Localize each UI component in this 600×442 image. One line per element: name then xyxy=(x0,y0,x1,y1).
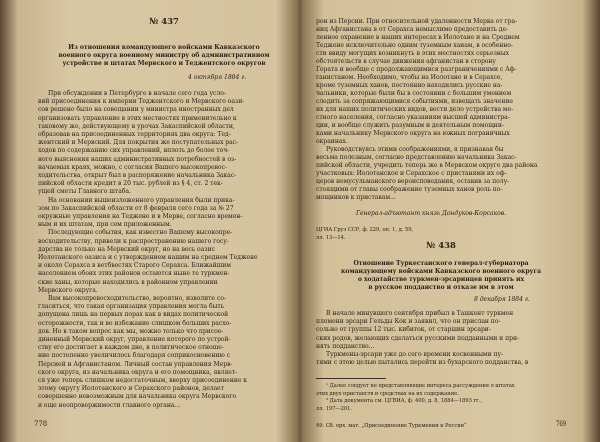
text-line: ского округа, из начальника округа и его помощника, являет- xyxy=(38,368,238,376)
text-line: ганистаном. Необходимо, чтобы на Иолотане и в Серахсе, xyxy=(316,74,503,81)
text-line: При обсуждении в Петербурге в начале сего года усло- xyxy=(48,90,226,97)
doc-title-line: о ходатайстве туркмен-эрсаринцев принять их xyxy=(357,276,525,283)
text-line: рон из Персии. При относительной удаленности Мерва от гра- xyxy=(316,18,518,25)
text-line: ного выяснения наших административных потребностей в оз- xyxy=(38,155,237,163)
doc-date: 8 декабря 1884 г. xyxy=(474,296,530,303)
text-line: окружные управления на Теджене и в Мерве, согласно времен- xyxy=(38,213,243,220)
text-line: тями с этою целью пытались перейти из бухарского подданства, в xyxy=(316,359,529,367)
text-line: допущена лишь на первых порах как в видах политической xyxy=(38,311,229,319)
text-line: ние постепенно увеличилось благодаря соприкосновению с xyxy=(38,352,230,360)
doc-title-line: командующему войсками Кавказского военного округа xyxy=(341,268,541,275)
text-line: ками начальнику Мервского округа на южных пограничных xyxy=(316,130,510,137)
text-line: сов решено было на совещании у министра иностранных дел xyxy=(38,106,234,114)
text-line: организовать управление в этих местностях применительно к xyxy=(38,114,237,122)
text-line: ходительства, открыт был в распоряжение начальника Закас- xyxy=(38,172,237,179)
text-line: следить за сопряжающимися событиями, извещать значение xyxy=(316,98,513,105)
doc-title-line: в русское подданство и отказе им в этом xyxy=(368,284,514,291)
text-line: окраинах. xyxy=(316,138,348,145)
text-line: вий присоединения к империи Теджентского и Мервского оази- xyxy=(38,98,245,106)
text-line: племени эрсари Гельды Кок и заявил, что он прислан по- xyxy=(316,318,501,326)
doc-number-437: № 437 xyxy=(149,17,179,27)
text-line: В начале минувшего сентября прибыл в Ташкент туркмен xyxy=(326,310,514,317)
text-line: мощников к приставам... xyxy=(316,194,396,201)
text-line: жентский и Мервский. Для покрытия же поступательных рас- xyxy=(38,139,239,147)
text-line: образовав на присоединенных территориях два округа: Тед- xyxy=(38,131,231,138)
text-line: ² Дата документа см. ЦГВИА, ф. 400, д. 8, 1884—1893 гг., xyxy=(326,398,483,404)
right-page xyxy=(316,0,566,442)
text-line: ниц Афганистана в от Серахса немыслимо предоставить де- xyxy=(316,26,509,33)
text-line: Герата и вообще с продолжающимися разграничениями с Аф- xyxy=(316,66,517,73)
text-line: гласиться, что такая организация управления могла быть xyxy=(38,303,225,311)
text-line: ских родов, желающих сделаться русскими подданными и при- xyxy=(316,334,519,342)
text-line: обстоятельств в случае движения афганистан в сторону xyxy=(316,58,496,65)
text-line: таковому же, действующему в урочах Закаспийской области, xyxy=(38,122,235,130)
text-line: дов. Но в таком вопрос как мы, можно только что присое- xyxy=(38,327,224,335)
doc-title-line: Из отношения командующего войсками Кавказского xyxy=(68,44,260,51)
text-line: населением обоих этих районов остаются ныне те туркмен- xyxy=(38,270,230,278)
footer-source: 49. Сб. орх. мат. „Присоединение Туркмении к России“ xyxy=(316,423,467,429)
text-line: этому округу Иолотанского и Серахского районов, делает xyxy=(38,385,225,393)
text-line: церов немусульманского вероисповедания, оставив за полу- xyxy=(316,178,510,185)
text-line: стоящими от главы соображение туземных ханов роль по- xyxy=(316,186,503,193)
text-line: стного населения, согласно указаниям высшей администра- xyxy=(316,114,510,121)
doc-title-line: Отношение Туркестанского генерал-губернатора xyxy=(353,260,529,267)
text-line: Теджене исключительно одним туземным ханам, в особенно- xyxy=(316,42,513,49)
text-line: пийской области кредит в 20 тыс. рублей из § 4, ст. 2 тек- xyxy=(38,180,223,188)
text-line: нять подданство... xyxy=(316,342,375,350)
text-line: Последующие события, как известно Вашему высокопре- xyxy=(48,229,233,237)
left-page xyxy=(34,0,290,442)
text-line: участковых: Иолотанское и Серахское с пристанями их оф- xyxy=(316,170,507,177)
text-line: ции, и вообще служить разумным и деятельным помощни- xyxy=(316,122,504,129)
text-line: осторожности, так и во избежание слишком больших расхо- xyxy=(38,319,232,327)
page-number-right: 769 xyxy=(556,420,567,428)
text-line: сти ввиду могущих возникнуть в этих местностях серьезных xyxy=(316,50,510,57)
doc-title-line: военного округа военному министру об административном xyxy=(58,52,270,59)
text-line: Персией и Афганистаном. Личный состав управления Мерв- xyxy=(38,360,233,368)
text-line: ущей сметы Главного штаба. xyxy=(38,188,131,196)
text-line: весьма полезным, согласно представлению начальника Закас- xyxy=(316,154,517,161)
text-line: этих двух приставств и средствах на их содержание. xyxy=(316,390,459,397)
text-line: и около Серахса в ветбвестях Старого Серахса. Ближайшим xyxy=(38,262,231,270)
text-line: чальники, которые были бы в состоянии с большим умением xyxy=(316,90,512,97)
text-line: лл. 197—201. xyxy=(316,405,352,412)
text-line: восходительству, привели к распространению нашего госу- xyxy=(38,237,229,245)
doc-date: 4 октября 1884 г. xyxy=(188,74,247,81)
text-line: диненный Мервский округ, управление которого по устрой- xyxy=(38,336,231,343)
text-line: Иолотанского оазиса и с утверждением нашим на среднем Теджене xyxy=(38,254,258,261)
archive-ref: лл. 13—14. xyxy=(316,235,346,241)
text-line: ся уже теперь слишком недостаточным, вверху присоединение к xyxy=(38,377,248,384)
text-line: ские ханы, которые находились в районном управлении xyxy=(38,278,218,286)
text-line: сольно от группы 12 тыс. кибиток, от старшин эрсари- xyxy=(316,326,491,334)
text-line: совершенно невозможным для начальника округа Мервского xyxy=(38,393,237,401)
text-line: пийской области, учредить теперь же в Мервском округе два района xyxy=(316,162,538,169)
text-line: ленное охранение в наших интересах в Иолотане и на Среднем xyxy=(316,34,520,41)
text-line: Руководствуясь этими соображениями, я признавая бы xyxy=(326,146,504,153)
text-line: их для наших политических видов, вести дело устройства ме- xyxy=(316,106,514,113)
text-line: зом по Закаспийской области от 8 февраля сего года за № 27 xyxy=(38,204,234,212)
page-number-left: 778 xyxy=(34,420,48,428)
text-line: ству его достигает в каждом дне, в политическое отноше- xyxy=(38,344,224,352)
text-line: ¹ Далее следует не представляющие интереса рассуждения о штатах xyxy=(326,383,515,389)
text-line: ходов по содержанию сих управлений, вплоть до более точ- xyxy=(38,147,230,155)
doc-number-438: № 438 xyxy=(426,241,456,251)
text-line: Туркмены-эрсари уже до сего времени косвенными пу- xyxy=(326,351,504,358)
text-line: и еще неопровержимости главного органа... xyxy=(38,401,181,409)
signature: Генерал-адъютант князь Дондуков-Корсаков. xyxy=(356,210,507,217)
text-line: Мервского округа. xyxy=(38,286,98,294)
footnote-divider xyxy=(316,378,386,379)
archive-ref: ЦГИА Груз ССР, ф. 229, оп. 1, д. 59, xyxy=(316,227,414,233)
doc-title-line: устройстве и штатах Мервского и Теджентского округов xyxy=(62,60,266,67)
text-line: ным и их штатам, при сем приложенным. xyxy=(38,221,172,229)
text-line: кроме туземных ханов, постоянно находились русские на- xyxy=(316,82,503,89)
text-line: Вам высокопревосходительство, вероятно, изволите со- xyxy=(48,295,226,302)
text-line: дарства не только на Мервский округ, но на весь оазис xyxy=(38,245,215,253)
text-line: На основании вышеизложенного управления были прика- xyxy=(48,196,235,204)
text-line: начаемых краях, можно, с согласия Вашего высокопревос- xyxy=(38,163,227,171)
